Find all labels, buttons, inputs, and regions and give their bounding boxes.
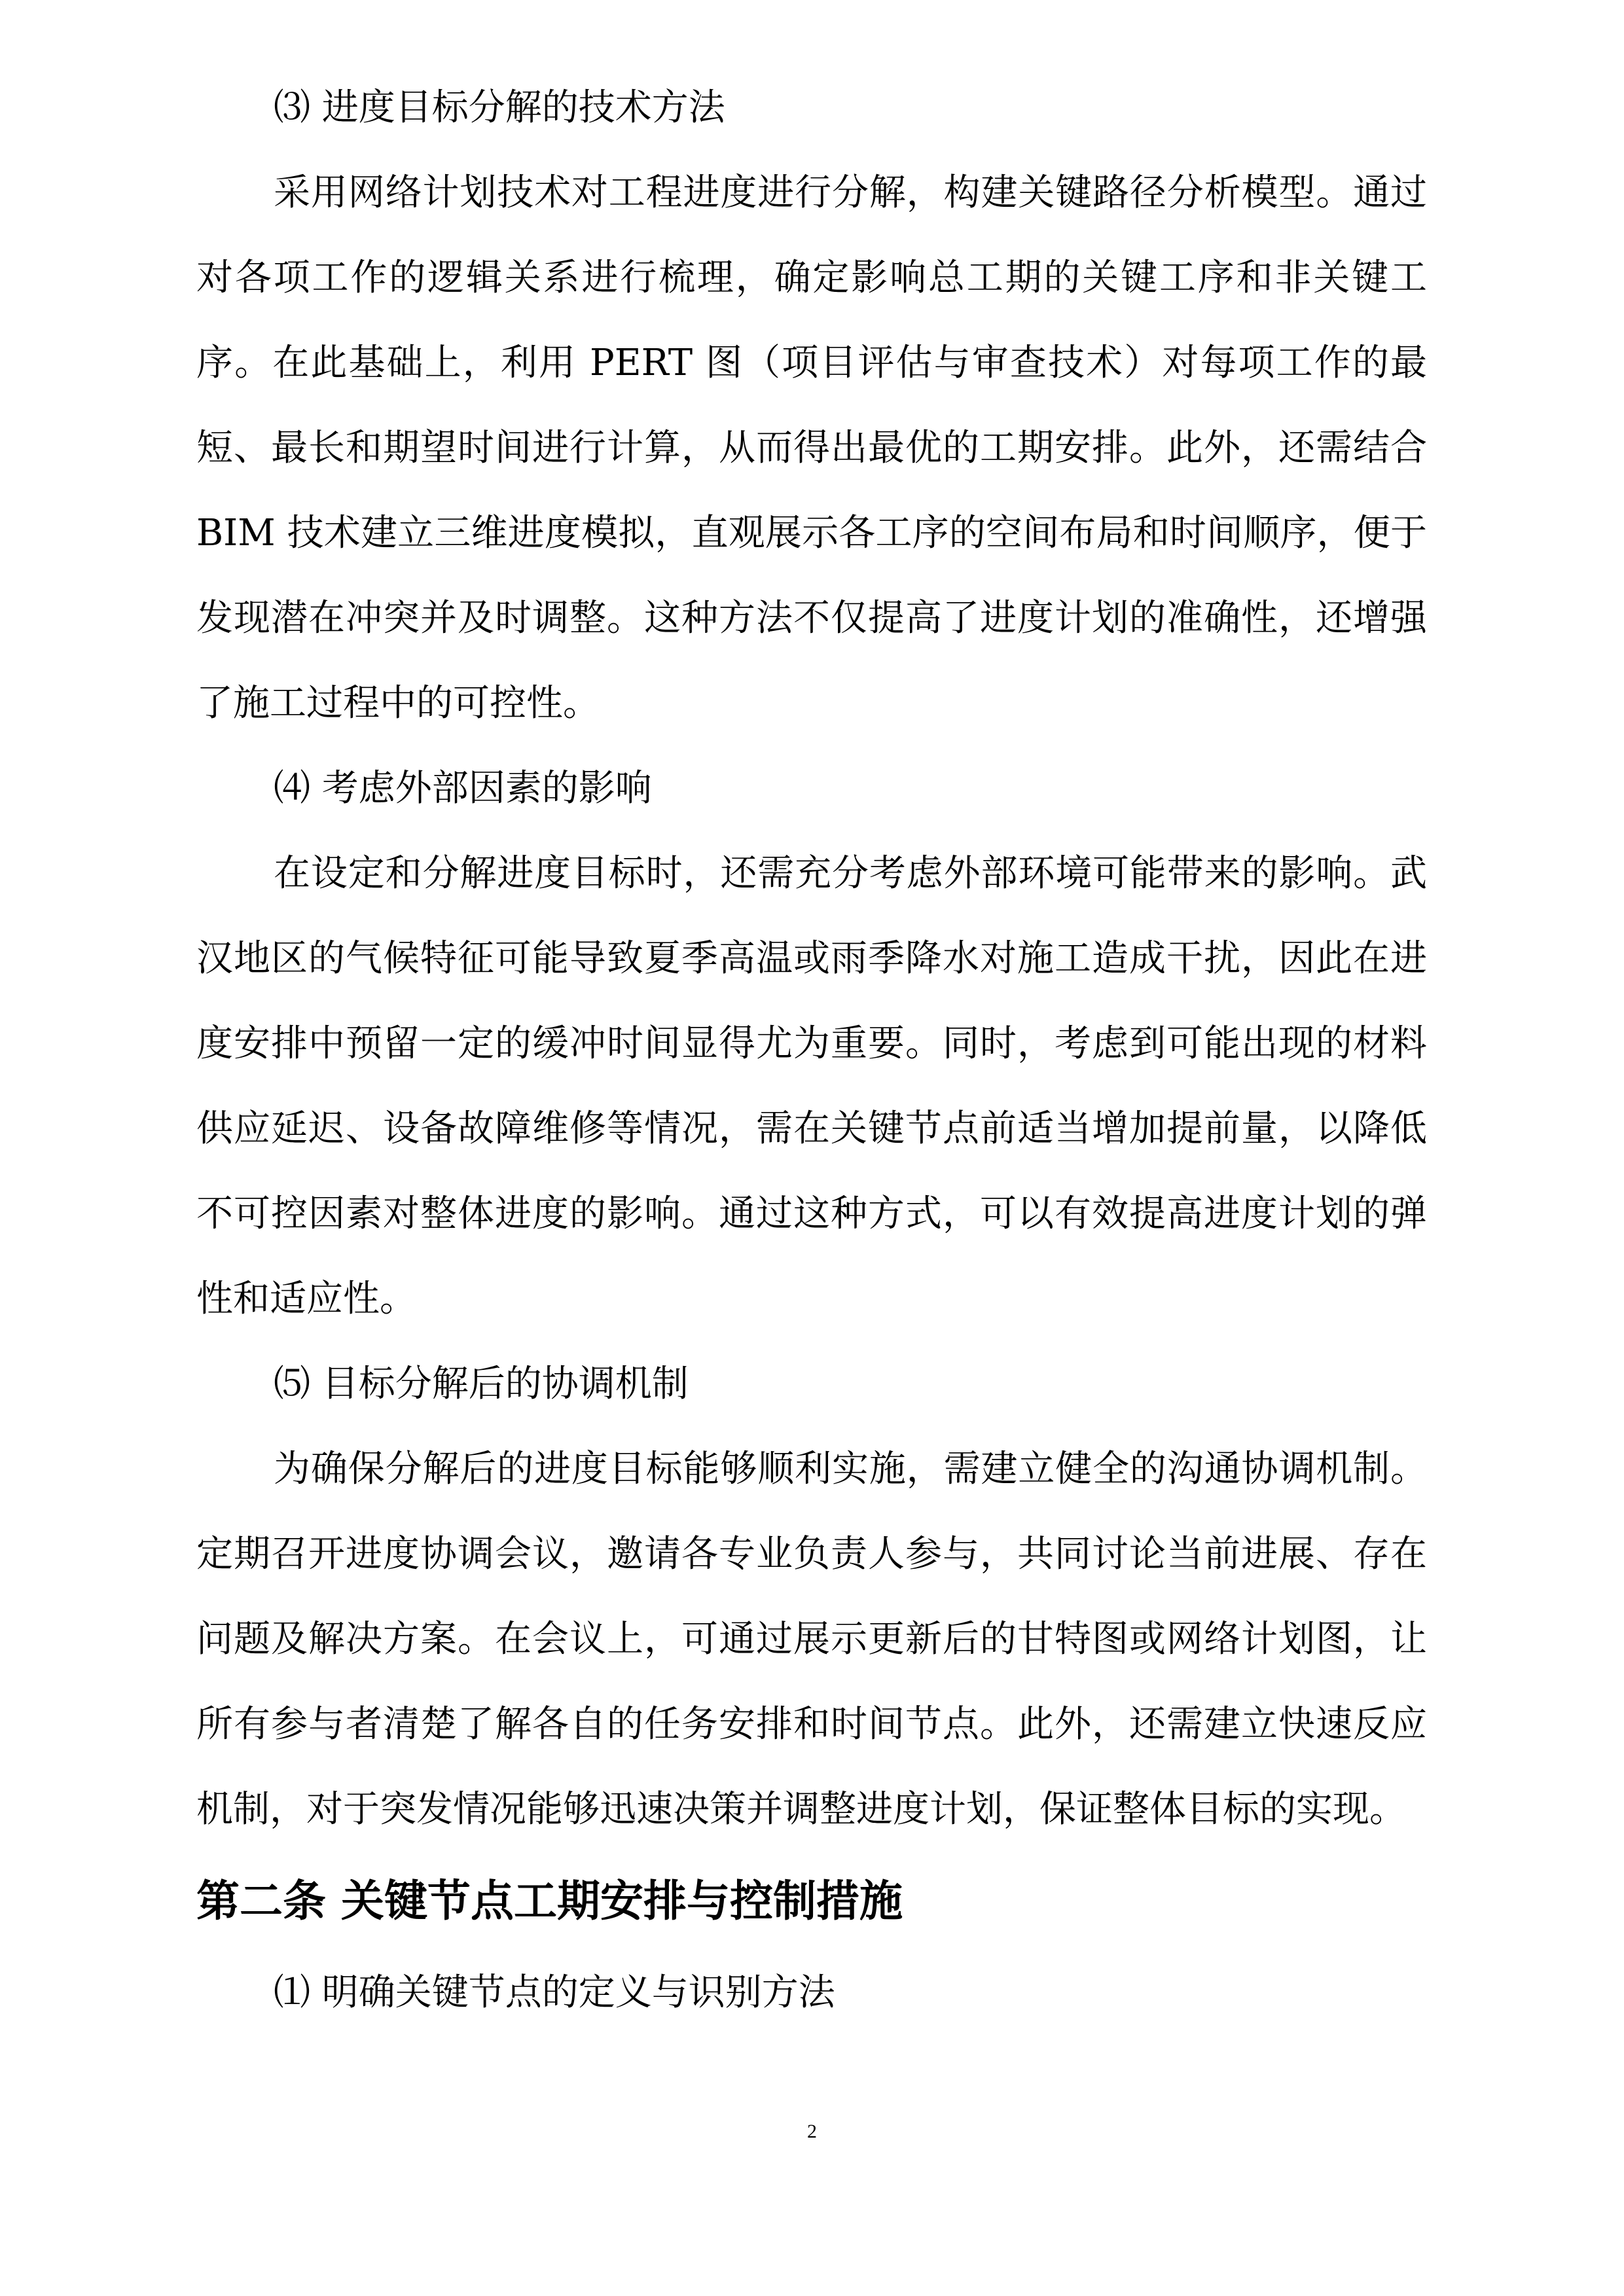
paragraph-external-factors: 在设定和分解进度目标时，还需充分考虑外部环境可能带来的影响。武汉地区的气候特征可能导致夏季高温或雨季降水对施工造成干扰，因此在进度安排中预留一定的缓冲时间显得尤为重要。同时，考虑到可能出现的材料供应延迟、设备故障维修等情况，需在关键节点前适当增加提前量，以降低不可控因素对整体进度的影响。通过这种方式，可以有效提高进度计划的弹性和适应性。 — [196, 852, 1427, 1320]
paragraph-coordination: 为确保分解后的进度目标能够顺利实施，需建立健全的沟通协调机制。定期召开进度协调会议，邀请各专业负责人参与，共同讨论当前进展、存在问题及解决方案。在会议上，可通过展示更新后的甘特图或网络计划图，让所有参与者清楚了解各自的任务安排和时间节点。此外，还需建立快速反应机制，对于突发情况能够迅速决策并调整进度计划，保证整体目标的实现。 — [196, 1448, 1427, 1831]
paragraph-technical-method: 采用网络计划技术对工程进度进行分解，构建关键路径分析模型。通过对各项工作的逻辑关系进行梳理，确定影响总工期的关键工序和非关键工序。在此基础上，利用 PERT 图（项目评估与审查技术）对每项工作的最短、最长和期望时间进行计算，从而得出最优的工期安排。此外，还需结合 BIM 技术建立三维进度模拟，直观展示各工序的空间布局和时间顺序，便于发现潜在冲突并及时调整。这种方法不仅提高了进度计划的准确性，还增强了施工过程中的可控性。 — [196, 171, 1427, 725]
page-number: 2 — [807, 2121, 817, 2142]
subheading-5: ⑸ 目标分解后的协调机制 — [274, 1363, 689, 1405]
subheading-3: ⑶ 进度目标分解的技术方法 — [274, 86, 725, 129]
page-content — [196, 65, 1427, 2036]
chapter-heading: 第二条 关键节点工期安排与控制措施 — [196, 1876, 903, 1926]
subheading-4: ⑷ 考虑外部因素的影响 — [274, 767, 652, 810]
subheading-1: ⑴ 明确关键节点的定义与识别方法 — [274, 1971, 835, 2014]
